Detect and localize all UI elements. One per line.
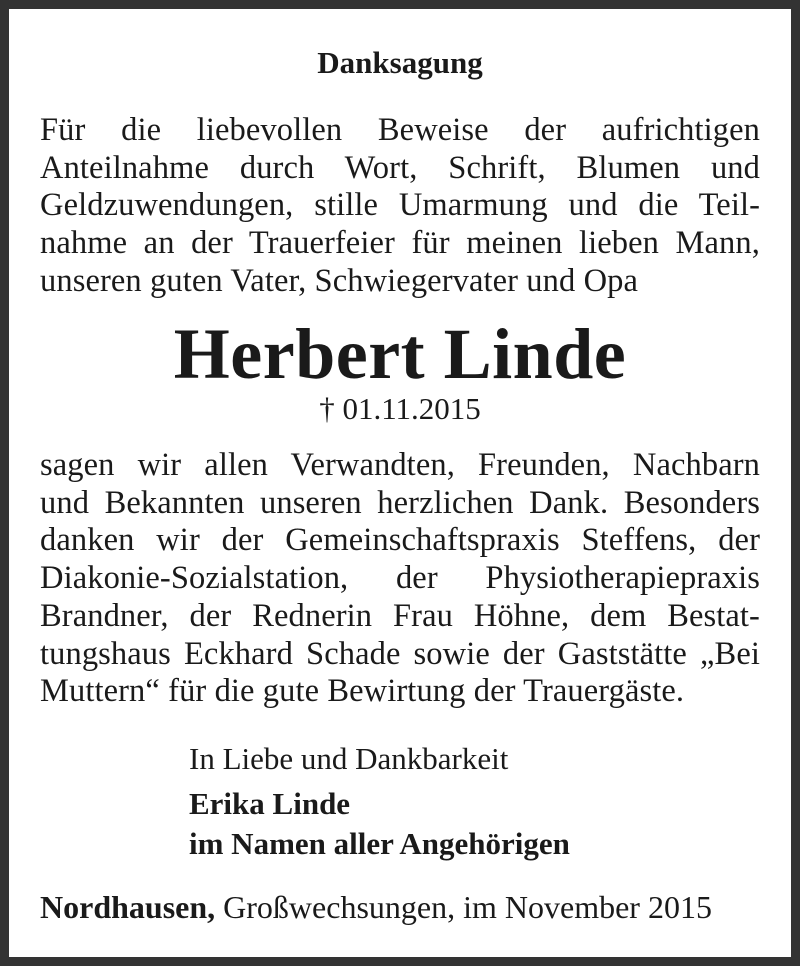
text-line: und Bekannten unseren herzlichen Dank. Besonders xyxy=(40,484,760,521)
text-line: nahme an der Trauerfeier für meinen lieben Mann, xyxy=(40,225,760,262)
text-line: unseren guten Vater, Schwiegervater und Opa xyxy=(40,262,639,299)
signer-relation: im Namen aller Angehörigen xyxy=(189,826,570,861)
place-date: Großwechsungen, im November 2015 xyxy=(215,889,712,925)
text-line: Diakonie-Sozialstation, der Physiotherapiepraxis xyxy=(40,560,760,597)
signer-name: Erika Linde xyxy=(189,786,351,821)
text-line: Brandner, der Rednerin Frau Höhne, dem Bestat- xyxy=(40,597,760,634)
text-line: sagen wir allen Verwandten, Freunden, Nachbarn xyxy=(40,447,760,483)
text-line: danken wir der Gemeinschaftspraxis Steffens, der xyxy=(40,522,760,559)
text-line: tungshaus Eckhard Schade sowie der Gaststätte „Bei xyxy=(40,635,760,672)
notice-heading: Danksagung xyxy=(317,45,483,80)
place-city: Nordhausen, xyxy=(40,889,216,925)
place-and-date xyxy=(40,887,712,927)
death-date: † 01.11.2015 xyxy=(319,391,481,426)
thanks-paragraph-main xyxy=(40,447,760,711)
closing-phrase: In Liebe und Dankbarkeit xyxy=(189,741,509,776)
text-line: Für die liebevollen Beweise der aufrichtigen xyxy=(40,112,760,148)
thanks-paragraph-intro xyxy=(40,112,760,301)
text-line: Muttern“ für die gute Bewirtung der Trauergäste. xyxy=(40,673,685,710)
deceased-name: Herbert Linde xyxy=(173,314,627,394)
text-line: Anteilnahme durch Wort, Schrift, Blumen und xyxy=(40,149,760,186)
text-line: Geldzuwendungen, stille Umarmung und die Teil- xyxy=(40,187,760,224)
